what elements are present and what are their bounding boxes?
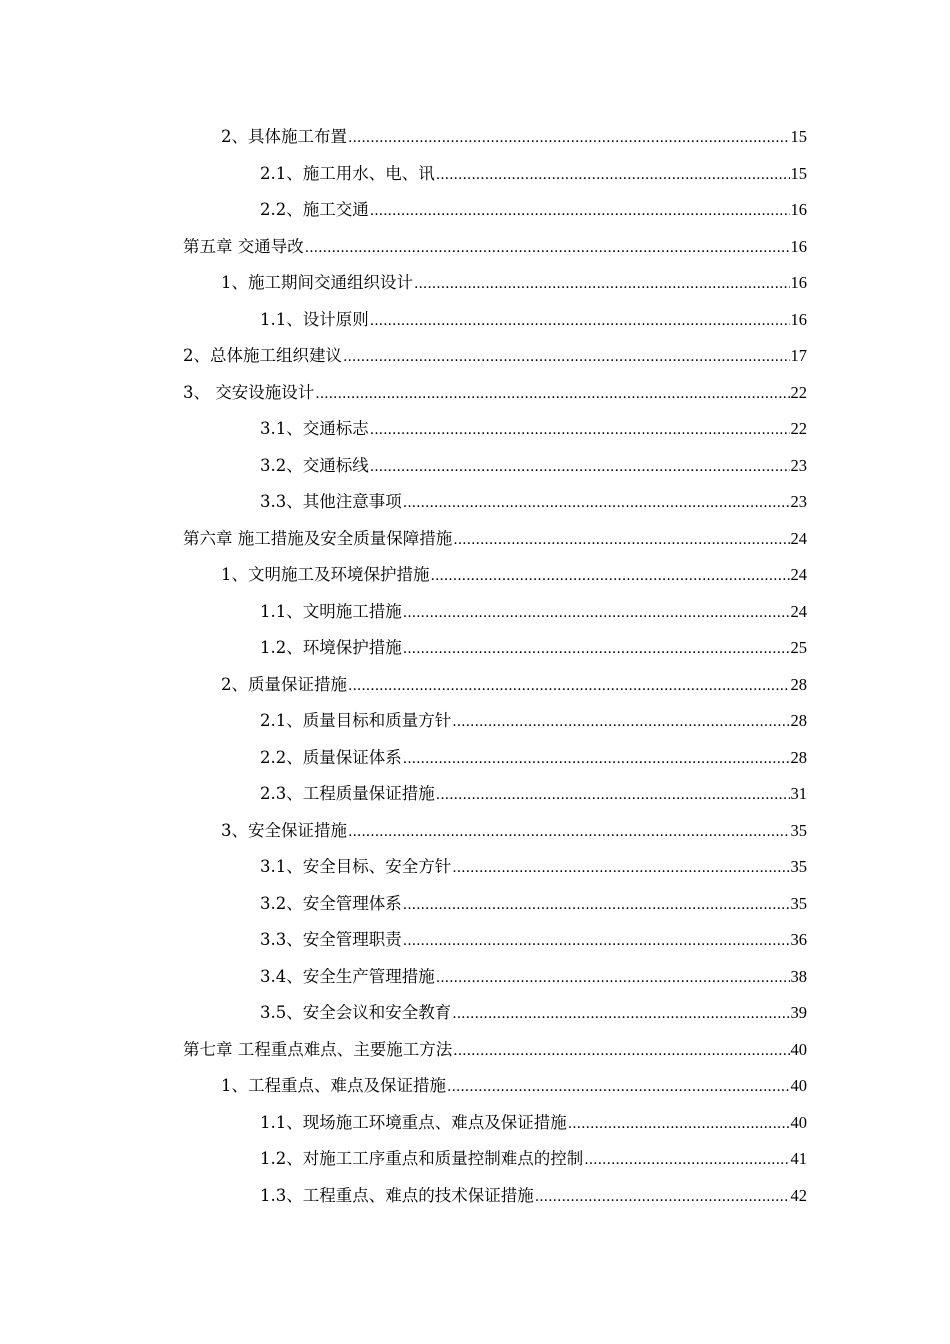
toc-page-number: 40 [790,1039,807,1059]
toc-entry[interactable] [183,557,807,594]
toc-entry-title: 第七章 工程重点难点、主要施工方法 [183,1039,453,1059]
toc-page-number: 15 [790,163,807,183]
toc-page-number: 38 [790,966,807,986]
toc-entry-title: 1.3、工程重点、难点的技术保证措施 [260,1185,534,1205]
toc-dot-leader [403,741,790,778]
toc-dot-leader [584,1142,789,1179]
toc-dot-leader [431,558,790,595]
toc-entry-title: 1、文明施工及环境保护措施 [221,565,430,584]
toc-page-number: 15 [790,127,807,146]
toc-entry-title: 2、总体施工组织建议 [183,346,342,365]
toc-dot-leader [453,522,789,559]
toc-entry-title: 3.2、安全管理体系 [260,893,402,913]
toc-page-number: 23 [790,492,807,511]
toc-entry[interactable] [183,630,807,667]
toc-page-number: 41 [790,1149,807,1168]
toc-entry[interactable] [183,302,807,339]
toc-entry-title: 3.5、安全会议和安全教育 [260,1003,452,1022]
toc-entry[interactable] [183,740,807,777]
toc-page-number: 16 [790,200,807,219]
toc-entry-title: 1、工程重点、难点及保证措施 [221,1076,446,1095]
toc-entry-title: 3、安全保证措施 [221,820,347,840]
toc-entry-title: 第五章 交通导改 [183,236,304,256]
toc-entry-title: 1.1、设计原则 [260,309,369,329]
toc-dot-leader [568,1106,790,1143]
toc-entry-title: 1、施工期间交通组织设计 [221,273,413,292]
table-of-contents [183,119,807,1214]
toc-dot-leader [315,376,789,413]
toc-dot-leader [343,339,790,376]
toc-dot-leader [535,1179,790,1216]
toc-page-number: 40 [790,1112,807,1132]
toc-page-number: 28 [790,674,807,694]
toc-entry[interactable] [183,886,807,923]
toc-page-number: 35 [790,857,807,876]
toc-page-number: 39 [790,1003,807,1022]
toc-page-number: 24 [790,601,807,621]
toc-entry-title: 3.4、安全生产管理措施 [260,966,435,986]
toc-entry[interactable] [183,922,807,959]
toc-page-number: 24 [790,565,807,584]
toc-page-number: 17 [790,346,807,365]
toc-entry[interactable] [183,849,807,886]
toc-entry-title: 2.2、施工交通 [260,200,369,219]
toc-entry[interactable] [183,813,807,850]
toc-entry-title: 1.2、环境保护措施 [260,638,402,657]
toc-entry-title: 3.3、其他注意事项 [260,492,402,511]
toc-page-number: 24 [790,528,807,548]
toc-entry-title: 第六章 施工措施及安全质量保障措施 [183,528,453,548]
toc-entry[interactable] [183,192,807,229]
toc-dot-leader [403,887,790,924]
toc-dot-leader [403,485,790,522]
toc-entry[interactable] [183,703,807,740]
toc-dot-leader [305,230,790,267]
toc-entry-title: 2、具体施工布置 [221,127,347,146]
toc-entry[interactable] [183,521,807,558]
toc-page-number: 35 [790,893,807,913]
toc-entry-title: 3.1、交通标志 [260,419,369,438]
toc-dot-leader [370,449,790,486]
toc-dot-leader [348,814,790,851]
toc-entry[interactable] [183,1178,807,1215]
toc-entry-title: 3.2、交通标线 [260,455,369,475]
toc-dot-leader [447,1069,790,1106]
toc-entry[interactable] [183,338,807,375]
toc-page-number: 22 [790,419,807,438]
toc-entry[interactable] [183,995,807,1032]
toc-dot-leader [403,595,790,632]
toc-entry[interactable] [183,959,807,996]
toc-entry-title: 2.3、工程质量保证措施 [260,784,435,803]
toc-entry[interactable] [183,375,807,412]
toc-entry-title: 3.3、安全管理职责 [260,930,402,949]
toc-page-number: 23 [790,455,807,475]
toc-entry[interactable] [183,265,807,302]
toc-dot-leader [452,704,789,741]
toc-entry[interactable] [183,448,807,485]
toc-entry[interactable] [183,119,807,156]
toc-dot-leader [452,850,789,887]
toc-dot-leader [348,120,790,157]
toc-entry-title: 2.1、质量目标和质量方针 [260,711,452,730]
toc-dot-leader [370,303,790,340]
toc-dot-leader [370,412,790,449]
toc-page-number: 36 [790,930,807,949]
toc-entry-title: 1.1、文明施工措施 [260,601,402,621]
toc-entry[interactable] [183,667,807,704]
toc-page-number: 25 [790,638,807,657]
toc-dot-leader [403,923,790,960]
toc-entry[interactable] [183,156,807,193]
toc-page-number: 22 [790,382,807,402]
toc-entry-title: 3.1、安全目标、安全方针 [260,857,452,876]
toc-entry[interactable] [183,776,807,813]
toc-entry-title: 1.2、对施工工序重点和质量控制难点的控制 [260,1149,584,1168]
toc-entry-title: 3、 交安设施设计 [183,382,315,402]
toc-entry[interactable] [183,229,807,266]
toc-page-number: 31 [790,784,807,803]
toc-page-number: 40 [790,1076,807,1095]
toc-entry[interactable] [183,1141,807,1178]
toc-dot-leader [403,631,790,668]
toc-dot-leader [436,157,790,194]
toc-dot-leader [453,1033,789,1070]
toc-entry-title: 2、质量保证措施 [221,674,347,694]
toc-page-number: 28 [790,747,807,767]
toc-page-number: 28 [790,711,807,730]
toc-page-number: 16 [790,309,807,329]
toc-entry[interactable] [183,594,807,631]
toc-entry[interactable] [183,1105,807,1142]
toc-entry[interactable] [183,1032,807,1069]
toc-page-number: 16 [790,236,807,256]
toc-entry[interactable] [183,1068,807,1105]
toc-page-number: 35 [790,820,807,840]
toc-dot-leader [370,193,790,230]
toc-entry[interactable] [183,484,807,521]
toc-page-number: 42 [790,1185,807,1205]
toc-dot-leader [348,668,790,705]
toc-page-number: 16 [790,273,807,292]
toc-entry-title: 2.2、质量保证体系 [260,747,402,767]
toc-dot-leader [436,960,790,997]
toc-dot-leader [436,777,790,814]
toc-entry-title: 1.1、现场施工环境重点、难点及保证措施 [260,1112,567,1132]
toc-entry[interactable] [183,411,807,448]
toc-entry-title: 2.1、施工用水、电、讯 [260,163,435,183]
toc-dot-leader [414,266,790,303]
toc-dot-leader [452,996,789,1033]
